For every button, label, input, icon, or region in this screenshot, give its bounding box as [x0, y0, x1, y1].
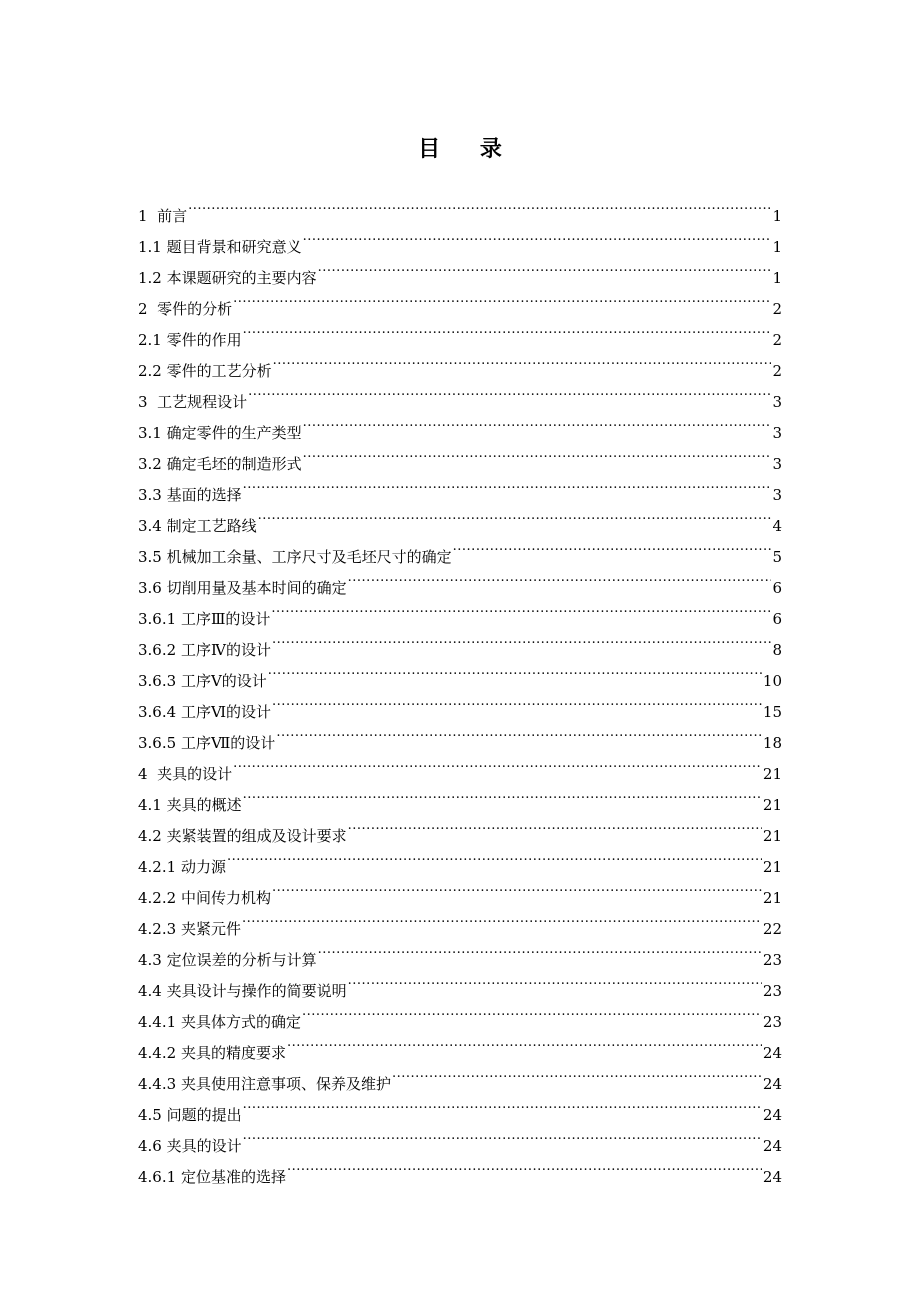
- toc-entry-page-number: 1: [772, 207, 782, 225]
- toc-entry[interactable]: [138, 190, 782, 225]
- toc-dot-leader: [233, 748, 762, 779]
- toc-dot-leader: [272, 872, 762, 903]
- toc-entry-label: 零件的工艺分析: [166, 362, 272, 380]
- toc-entry-label: 中间传力机构: [180, 889, 271, 907]
- toc-dot-leader: [318, 252, 772, 283]
- toc-entry[interactable]: [138, 748, 782, 783]
- toc-dot-leader: [233, 283, 771, 314]
- toc-entry-label: 前言: [157, 207, 188, 225]
- toc-entry-page-number: 5: [772, 548, 782, 566]
- toc-entry-page-number: 2: [772, 331, 782, 349]
- toc-dot-leader: [302, 996, 762, 1027]
- toc-entry-page-number: 23: [762, 982, 782, 1000]
- toc-entry-number: 3.5: [138, 548, 162, 566]
- toc-entry-label: 工艺规程设计: [157, 393, 248, 411]
- toc-entry[interactable]: [138, 779, 782, 814]
- toc-entry-label: 工序Ⅵ的设计: [180, 703, 272, 721]
- toc-entry-label: 切削用量及基本时间的确定: [166, 579, 347, 597]
- toc-entry-number: 3.6: [138, 579, 162, 597]
- toc-dot-leader: [268, 655, 762, 686]
- toc-entry-page-number: 2: [772, 300, 782, 318]
- toc-entry-page-number: 23: [762, 951, 782, 969]
- toc-entry-page-number: 8: [772, 641, 782, 659]
- toc-dot-leader: [276, 717, 762, 748]
- toc-entry-page-number: 1: [772, 269, 782, 287]
- toc-entry-number: 4.2.3: [138, 920, 177, 938]
- toc-entry-label: 基面的选择: [166, 486, 242, 504]
- toc-entry[interactable]: [138, 283, 782, 318]
- toc-entry[interactable]: [138, 872, 782, 907]
- toc-entry-number: 1.1: [138, 238, 162, 256]
- toc-dot-leader: [188, 190, 771, 221]
- toc-entry-page-number: 22: [762, 920, 782, 938]
- toc-entry-number: 4.2.2: [138, 889, 177, 907]
- toc-dot-leader: [243, 314, 772, 345]
- toc-entry-page-number: 24: [762, 1075, 782, 1093]
- toc-entry-number: 3: [138, 393, 148, 411]
- toc-entry-number: 3.6.1: [138, 610, 177, 628]
- toc-entry-page-number: 15: [762, 703, 782, 721]
- toc-entry-number: 3.2: [138, 455, 162, 473]
- toc-entry-label: 定位误差的分析与计算: [166, 951, 317, 969]
- toc-entry-label: 制定工艺路线: [166, 517, 257, 535]
- toc-entry-page-number: 3: [772, 486, 782, 504]
- toc-entry-number: 4.3: [138, 951, 162, 969]
- toc-entry-number: 4.4: [138, 982, 162, 1000]
- toc-entry-page-number: 24: [762, 1168, 782, 1186]
- toc-entry-number: 4.2.1: [138, 858, 177, 876]
- toc-entry-label: 夹具的精度要求: [180, 1044, 286, 1062]
- toc-entry-page-number: 21: [762, 889, 782, 907]
- toc-entry-page-number: 6: [772, 610, 782, 628]
- toc-dot-leader: [243, 1120, 762, 1151]
- toc-dot-leader: [243, 469, 772, 500]
- toc-entry-page-number: 24: [762, 1044, 782, 1062]
- toc-dot-leader: [348, 965, 762, 996]
- toc-entry-page-number: 21: [762, 827, 782, 845]
- toc-dot-leader: [272, 686, 762, 717]
- toc-entry-number: 3.4: [138, 517, 162, 535]
- toc-entry-label: 夹紧元件: [180, 920, 241, 938]
- toc-dot-leader: [243, 779, 762, 810]
- toc-entry-page-number: 21: [762, 858, 782, 876]
- toc-entry-page-number: 3: [772, 393, 782, 411]
- toc-entry-number: 4.6: [138, 1137, 162, 1155]
- toc-dot-leader: [271, 593, 771, 624]
- toc-entry-number: 4.4.2: [138, 1044, 177, 1062]
- toc-entry-label: 动力源: [180, 858, 226, 876]
- toc-dot-leader: [272, 624, 772, 655]
- toc-dot-leader: [273, 345, 772, 376]
- toc-entry[interactable]: [138, 841, 782, 876]
- toc-dot-leader: [258, 500, 772, 531]
- toc-entry[interactable]: [138, 314, 782, 349]
- toc-entry-label: 夹具的设计: [166, 1137, 242, 1155]
- page-title: 目 录: [418, 137, 518, 162]
- toc-entry-number: 4.4.1: [138, 1013, 177, 1031]
- toc-entry-label: 工序Ⅲ的设计: [180, 610, 271, 628]
- toc-entry-number: 3.6.2: [138, 641, 177, 659]
- toc-entry-number: 4.5: [138, 1106, 162, 1124]
- toc-dot-leader: [453, 531, 772, 562]
- toc-entry-number: 1: [138, 207, 148, 225]
- toc-entry-number: 3.1: [138, 424, 162, 442]
- toc-entry-label: 定位基准的选择: [180, 1168, 286, 1186]
- toc-entry-label: 零件的作用: [166, 331, 242, 349]
- toc-entry-label: 确定零件的生产类型: [166, 424, 302, 442]
- toc-entry-page-number: 24: [762, 1137, 782, 1155]
- toc-entry-label: 夹紧装置的组成及设计要求: [166, 827, 347, 845]
- toc-entry-separator: [148, 759, 158, 790]
- toc-entry-page-number: 3: [772, 455, 782, 473]
- toc-entry-number: 3.3: [138, 486, 162, 504]
- toc-entry-number: 3.6.4: [138, 703, 177, 721]
- toc-entry-label: 机械加工余量、工序尺寸及毛坯尺寸的确定: [166, 548, 452, 566]
- toc-dot-leader: [243, 1089, 762, 1120]
- toc-entry-number: 2.2: [138, 362, 162, 380]
- toc-dot-leader: [242, 903, 762, 934]
- toc-entry-label: 工序Ⅶ的设计: [180, 734, 276, 752]
- toc-entry-separator: [148, 201, 158, 232]
- toc-entry-number: 3.6.3: [138, 672, 177, 690]
- toc-entry-label: 夹具的概述: [166, 796, 242, 814]
- toc-dot-leader: [227, 841, 762, 872]
- toc-dot-leader: [348, 810, 762, 841]
- toc-entry-label: 夹具设计与操作的简要说明: [166, 982, 347, 1000]
- toc-entry-number: 3.6.5: [138, 734, 177, 752]
- toc-entry-page-number: 2: [772, 362, 782, 380]
- toc-entry-label: 工序Ⅴ的设计: [180, 672, 267, 690]
- toc-entry-label: 夹具体方式的确定: [180, 1013, 301, 1031]
- toc-dot-leader: [287, 1027, 762, 1058]
- toc-entry-label: 题目背景和研究意义: [166, 238, 302, 256]
- toc-entry-label: 确定毛坯的制造形式: [166, 455, 302, 473]
- toc-dot-leader: [248, 376, 771, 407]
- toc-entry-page-number: 21: [762, 796, 782, 814]
- toc-entry-label: 本课题研究的主要内容: [166, 269, 317, 287]
- toc-entry-page-number: 3: [772, 424, 782, 442]
- toc-entry-separator: [148, 294, 158, 325]
- toc-entry-page-number: 6: [772, 579, 782, 597]
- table-of-contents: [138, 190, 782, 1186]
- toc-entry-number: 4.6.1: [138, 1168, 177, 1186]
- toc-entry-number: 2.1: [138, 331, 162, 349]
- toc-entry-number: 4.1: [138, 796, 162, 814]
- toc-dot-leader: [303, 221, 772, 252]
- toc-entry-page-number: 1: [772, 238, 782, 256]
- toc-entry-page-number: 10: [762, 672, 782, 690]
- toc-entry-number: 1.2: [138, 269, 162, 287]
- toc-dot-leader: [287, 1151, 762, 1182]
- toc-dot-leader: [303, 407, 772, 438]
- toc-entry-label: 夹具使用注意事项、保养及维护: [180, 1075, 391, 1093]
- toc-dot-leader: [318, 934, 762, 965]
- toc-dot-leader: [348, 562, 772, 593]
- toc-entry-label: 夹具的设计: [157, 765, 233, 783]
- toc-entry-page-number: 24: [762, 1106, 782, 1124]
- toc-entry-number: 4.4.3: [138, 1075, 177, 1093]
- toc-entry-page-number: 18: [762, 734, 782, 752]
- toc-dot-leader: [392, 1058, 762, 1089]
- toc-entry[interactable]: [138, 221, 782, 256]
- toc-dot-leader: [303, 438, 772, 469]
- toc-entry-page-number: 23: [762, 1013, 782, 1031]
- toc-entry-label: 零件的分析: [157, 300, 233, 318]
- toc-entry-page-number: 21: [762, 765, 782, 783]
- toc-entry-label: 工序Ⅳ的设计: [180, 641, 271, 659]
- toc-entry-label: 问题的提出: [166, 1106, 242, 1124]
- toc-entry-page-number: 4: [772, 517, 782, 535]
- toc-entry-number: 4: [138, 765, 148, 783]
- toc-entry-number: 4.2: [138, 827, 162, 845]
- toc-entry-separator: [148, 387, 158, 418]
- toc-entry-number: 2: [138, 300, 148, 318]
